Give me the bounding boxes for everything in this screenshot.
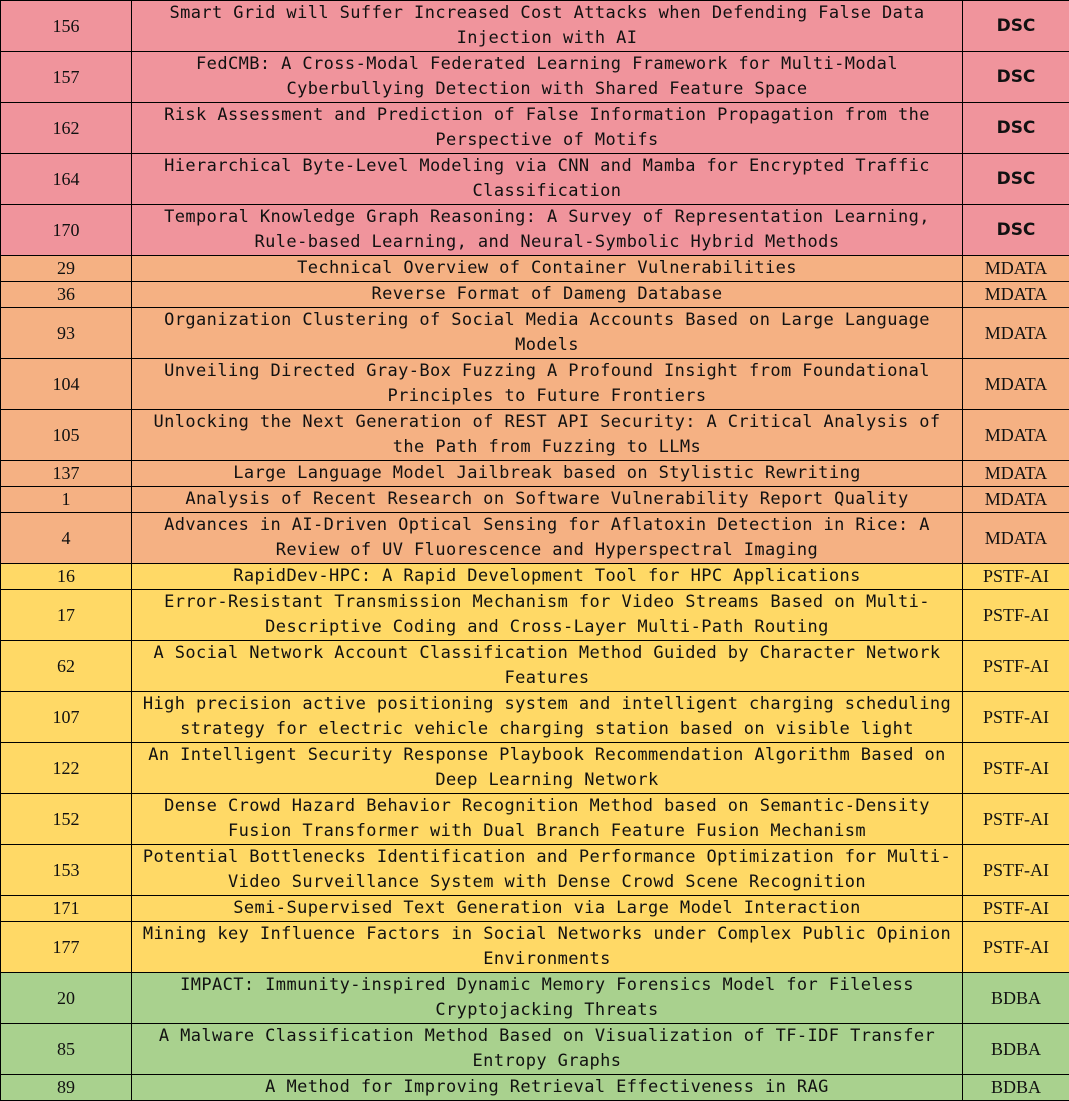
paper-id-cell: 20: [1, 973, 132, 1024]
track-group-cell: MDATA: [963, 410, 1069, 461]
paper-title-cell: IMPACT: Immunity-inspired Dynamic Memory Forensics Model for Fileless Cryptojacking Threats: [132, 973, 963, 1024]
table-row: [1, 52, 1069, 103]
paper-id-cell: 157: [1, 52, 132, 103]
paper-title-cell: Analysis of Recent Research on Software Vulnerability Report Quality: [132, 487, 963, 513]
track-group-cell: PSTF-AI: [963, 922, 1069, 973]
track-group-cell: DSC: [963, 52, 1069, 103]
paper-title-cell: Risk Assessment and Prediction of False Information Propagation from the Perspective of Motifs: [132, 103, 963, 154]
track-group-cell: DSC: [963, 103, 1069, 154]
track-group-cell: PSTF-AI: [963, 896, 1069, 922]
paper-id-cell: 17: [1, 590, 132, 641]
paper-title-cell: A Malware Classification Method Based on Visualization of TF-IDF Transfer Entropy Graphs: [132, 1024, 963, 1075]
paper-title-cell: Reverse Format of Dameng Database: [132, 282, 963, 308]
paper-title-cell: A Social Network Account Classification Method Guided by Character Network Features: [132, 641, 963, 692]
table-row: [1, 1024, 1069, 1075]
table-row: [1, 308, 1069, 359]
paper-id-cell: 170: [1, 205, 132, 256]
table-row: [1, 513, 1069, 564]
paper-id-cell: 105: [1, 410, 132, 461]
table-row: [1, 256, 1069, 282]
table-row: [1, 590, 1069, 641]
paper-id-cell: 93: [1, 308, 132, 359]
table-row: [1, 564, 1069, 590]
track-group-cell: MDATA: [963, 487, 1069, 513]
track-group-cell: MDATA: [963, 256, 1069, 282]
table-row: [1, 794, 1069, 845]
paper-id-cell: 177: [1, 922, 132, 973]
paper-title-cell: Hierarchical Byte-Level Modeling via CNN and Mamba for Encrypted Traffic Classification: [132, 154, 963, 205]
track-group-cell: PSTF-AI: [963, 641, 1069, 692]
paper-title-cell: Advances in AI-Driven Optical Sensing for Aflatoxin Detection in Rice: A Review of UV Fluorescence and Hyperspectral Imaging: [132, 513, 963, 564]
table-row: [1, 410, 1069, 461]
paper-title-cell: Error-Resistant Transmission Mechanism for Video Streams Based on Multi-Descriptive Coding and Cross-Layer Multi-Path Routing: [132, 590, 963, 641]
paper-id-cell: 16: [1, 564, 132, 590]
track-group-cell: MDATA: [963, 359, 1069, 410]
paper-title-cell: Mining key Influence Factors in Social Networks under Complex Public Opinion Environments: [132, 922, 963, 973]
paper-title-cell: A Method for Improving Retrieval Effectiveness in RAG: [132, 1075, 963, 1101]
track-group-cell: MDATA: [963, 308, 1069, 359]
paper-id-cell: 156: [1, 1, 132, 52]
table-row: [1, 973, 1069, 1024]
track-group-cell: DSC: [963, 1, 1069, 52]
paper-title-cell: Organization Clustering of Social Media Accounts Based on Large Language Models: [132, 308, 963, 359]
paper-id-cell: 89: [1, 1075, 132, 1101]
paper-id-cell: 36: [1, 282, 132, 308]
paper-title-cell: Unveiling Directed Gray-Box Fuzzing A Profound Insight from Foundational Principles to Future Frontiers: [132, 359, 963, 410]
table-row: [1, 359, 1069, 410]
paper-id-cell: 153: [1, 845, 132, 896]
paper-id-cell: 122: [1, 743, 132, 794]
table-row: [1, 1075, 1069, 1101]
paper-id-cell: 4: [1, 513, 132, 564]
paper-title-cell: Dense Crowd Hazard Behavior Recognition Method based on Semantic-Density Fusion Transformer with Dual Branch Feature Fusion Mechanism: [132, 794, 963, 845]
table-row: [1, 692, 1069, 743]
paper-title-cell: Potential Bottlenecks Identification and Performance Optimization for Multi-Video Surveillance System with Dense Crowd Scene Recognition: [132, 845, 963, 896]
paper-id-cell: 137: [1, 461, 132, 487]
paper-title-cell: Technical Overview of Container Vulnerabilities: [132, 256, 963, 282]
table-row: [1, 641, 1069, 692]
paper-id-cell: 171: [1, 896, 132, 922]
track-group-cell: PSTF-AI: [963, 692, 1069, 743]
table-row: [1, 103, 1069, 154]
track-group-cell: DSC: [963, 154, 1069, 205]
table-row: [1, 461, 1069, 487]
table-row: [1, 487, 1069, 513]
track-group-cell: MDATA: [963, 461, 1069, 487]
table-row: [1, 1, 1069, 52]
paper-id-cell: 85: [1, 1024, 132, 1075]
table-body: [1, 1, 1069, 1101]
paper-id-cell: 104: [1, 359, 132, 410]
paper-title-cell: Unlocking the Next Generation of REST API Security: A Critical Analysis of the Path from Fuzzing to LLMs: [132, 410, 963, 461]
table-row: [1, 282, 1069, 308]
paper-title-cell: FedCMB: A Cross-Modal Federated Learning Framework for Multi-Modal Cyberbullying Detection with Shared Feature Space: [132, 52, 963, 103]
table-row: [1, 205, 1069, 256]
paper-id-cell: 164: [1, 154, 132, 205]
paper-title-cell: RapidDev-HPC: A Rapid Development Tool for HPC Applications: [132, 564, 963, 590]
paper-id-cell: 62: [1, 641, 132, 692]
paper-id-cell: 152: [1, 794, 132, 845]
track-group-cell: MDATA: [963, 282, 1069, 308]
paper-title-cell: Temporal Knowledge Graph Reasoning: A Survey of Representation Learning, Rule-based Learning, and Neural-Symbolic Hybrid Methods: [132, 205, 963, 256]
track-group-cell: PSTF-AI: [963, 794, 1069, 845]
track-group-cell: MDATA: [963, 513, 1069, 564]
track-group-cell: PSTF-AI: [963, 590, 1069, 641]
track-group-cell: PSTF-AI: [963, 743, 1069, 794]
paper-id-cell: 29: [1, 256, 132, 282]
track-group-cell: DSC: [963, 205, 1069, 256]
table-row: [1, 845, 1069, 896]
track-group-cell: PSTF-AI: [963, 564, 1069, 590]
paper-title-cell: Large Language Model Jailbreak based on Stylistic Rewriting: [132, 461, 963, 487]
paper-id-cell: 162: [1, 103, 132, 154]
paper-title-cell: An Intelligent Security Response Playbook Recommendation Algorithm Based on Deep Learning Network: [132, 743, 963, 794]
track-group-cell: BDBA: [963, 973, 1069, 1024]
table-row: [1, 743, 1069, 794]
table-row: [1, 896, 1069, 922]
paper-id-cell: 1: [1, 487, 132, 513]
track-group-cell: BDBA: [963, 1024, 1069, 1075]
paper-title-cell: Smart Grid will Suffer Increased Cost Attacks when Defending False Data Injection with AI: [132, 1, 963, 52]
track-group-cell: PSTF-AI: [963, 845, 1069, 896]
table-row: [1, 922, 1069, 973]
paper-id-cell: 107: [1, 692, 132, 743]
track-group-cell: BDBA: [963, 1075, 1069, 1101]
paper-title-cell: High precision active positioning system and intelligent charging scheduling strategy for electric vehicle charging station based on visible light: [132, 692, 963, 743]
table-row: [1, 154, 1069, 205]
paper-title-cell: Semi-Supervised Text Generation via Large Model Interaction: [132, 896, 963, 922]
